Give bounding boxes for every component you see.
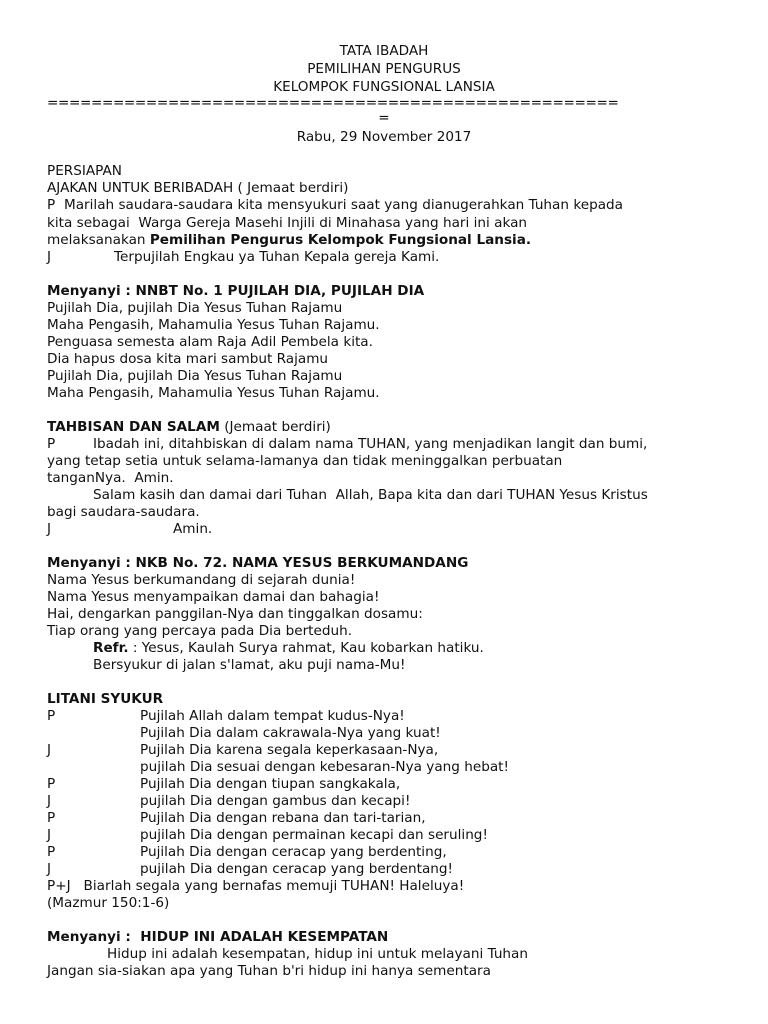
song1-line: Pujilah Dia, pujilah Dia Yesus Tuhan Rajamu [47, 368, 343, 384]
section-persiapan-heading: PERSIAPAN [47, 163, 122, 179]
litani-text: Pujilah Dia dengan ceracap yang berdenting, [140, 844, 447, 860]
refrain-label: Refr. [93, 640, 129, 656]
song3-line-1: Hidup ini adalah kesempatan, hidup ini untuk melayani Tuhan [107, 946, 528, 962]
tahbisan-line-5: bagi saudara-saudara. [47, 504, 200, 520]
litani-text: pujilah Dia sesuai dengan kebesaran-Nya yang hebat! [140, 759, 509, 775]
song1-line: Maha Pengasih, Mahamulia Yesus Tuhan Rajamu. [47, 317, 380, 333]
litani-speaker: P [47, 708, 56, 724]
speaker-p: P [47, 436, 56, 452]
tahbisan-j-text: Amin. [173, 521, 213, 537]
tahbisan-note: (Jemaat berdiri) [219, 419, 331, 435]
title-line-3: KELOMPOK FUNGSIONAL LANSIA [273, 79, 495, 95]
title-line-2: PEMILIHAN PENGURUS [307, 61, 461, 77]
ajakan-j-text: Terpujilah Engkau ya Tuhan Kepala gereja Kami. [114, 249, 440, 265]
separator-rule: ==================================================== [47, 95, 619, 111]
ajakan-note: ( Jemaat berdiri) [233, 180, 349, 196]
ajakan-p-text-3b: Pemilihan Pengurus Kelompok Fungsional Lansia. [149, 232, 532, 248]
litani-heading: LITANI SYUKUR [47, 691, 164, 707]
speaker-j: J [47, 249, 52, 265]
ajakan-p-line-1 [47, 197, 623, 213]
song1-line: Penguasa semesta alam Raja Adil Pembela kita. [47, 334, 373, 350]
litani-text: pujilah Dia dengan ceracap yang berdentang! [140, 861, 453, 877]
song1-line: Pujilah Dia, pujilah Dia Yesus Tuhan Rajamu [47, 300, 343, 316]
title-line-1: TATA IBADAH [339, 43, 429, 59]
ajakan-p-line-2: kita sebagai Warga Gereja Masehi Injili di Minahasa yang hari ini akan [47, 215, 528, 231]
litani-speaker: J [47, 861, 52, 877]
litani-speaker: J [47, 793, 52, 809]
song1-line: Dia hapus dosa kita mari sambut Rajamu [47, 351, 329, 367]
tahbisan-j-line [47, 521, 213, 537]
song2-heading: Menyanyi : NKB No. 72. NAMA YESUS BERKUMANDANG [47, 555, 469, 571]
litani-text: pujilah Dia dengan gambus dan kecapi! [140, 793, 411, 809]
song2-line: Nama Yesus berkumandang di sejarah dunia! [47, 572, 356, 588]
ajakan-p-text-1: Marilah saudara-saudara kita mensyukuri saat yang dianugerahkan Tuhan kepada [64, 197, 623, 213]
refrain-text-1: : Yesus, Kaulah Surya rahmat, Kau kobarkan hatiku. [128, 640, 484, 656]
speaker-p: P [47, 197, 56, 213]
litani-text: pujilah Dia dengan permainan kecapi dan seruling! [140, 827, 488, 843]
ajakan-heading-line [47, 180, 348, 196]
tahbisan-text-1: Ibadah ini, ditahbiskan di dalam nama TUHAN, yang menjadikan langit dan bumi, [93, 436, 648, 452]
litani-text: Pujilah Allah dalam tempat kudus-Nya! [140, 708, 405, 724]
litani-speaker: P [47, 810, 56, 826]
song3-heading: Menyanyi : HIDUP INI ADALAH KESEMPATAN [47, 929, 389, 945]
tahbisan-heading: TAHBISAN DAN SALAM [47, 419, 220, 435]
song3-line-2: Jangan sia-siakan apa yang Tuhan b'ri hidup ini hanya sementara [47, 963, 491, 979]
litani-text: Pujilah Dia dengan tiupan sangkakala, [140, 776, 401, 792]
tahbisan-heading-line [47, 419, 331, 435]
song2-refrain-line-2: Bersyukur di jalan s'lamat, aku puji nama-Mu! [93, 657, 406, 673]
litani-speaker: J [47, 742, 52, 758]
litani-text: Pujilah Dia karena segala keperkasaan-Nya, [140, 742, 439, 758]
song2-line: Hai, dengarkan panggilan-Nya dan tinggalkan dosamu: [47, 606, 423, 622]
song2-refrain-line-1 [93, 640, 484, 656]
litani-reference: (Mazmur 150:1-6) [47, 895, 170, 911]
litani-text: Pujilah Dia dalam cakrawala-Nya yang kuat! [140, 725, 441, 741]
speaker-j: J [47, 521, 52, 537]
tahbisan-p-line-1 [47, 436, 648, 452]
service-date: Rabu, 29 November 2017 [296, 129, 472, 145]
song2-line: Tiap orang yang percaya pada Dia berteduh. [47, 623, 353, 639]
ajakan-p-line-3 [47, 232, 531, 248]
litani-speaker: P [47, 844, 56, 860]
ajakan-j-line [47, 249, 440, 265]
ajakan-p-text-3a: melaksanakan [47, 232, 150, 248]
litani-pj-line: P+J Biarlah segala yang bernafas memuji TUHAN! Haleluya! [47, 878, 465, 894]
litani-speaker: P [47, 776, 56, 792]
tahbisan-line-3: tanganNya. Amin. [47, 470, 174, 486]
tahbisan-line-4: Salam kasih dan damai dari Tuhan Allah, Bapa kita dan dari TUHAN Yesus Kristus [93, 487, 648, 503]
tahbisan-line-2: yang tetap setia untuk selama-lamanya dan tidak meninggalkan perbuatan [47, 453, 563, 469]
ajakan-heading: AJAKAN UNTUK BERIBADAH [47, 180, 234, 196]
litani-text: Pujilah Dia dengan rebana dan tari-tarian, [140, 810, 426, 826]
separator-rule-tail: = [378, 110, 390, 126]
song1-heading: Menyanyi : NNBT No. 1 PUJILAH DIA, PUJILAH DIA [47, 283, 425, 299]
song2-line: Nama Yesus menyampaikan damai dan bahagia! [47, 589, 380, 605]
song1-line: Maha Pengasih, Mahamulia Yesus Tuhan Rajamu. [47, 385, 380, 401]
litani-speaker: J [47, 827, 52, 843]
